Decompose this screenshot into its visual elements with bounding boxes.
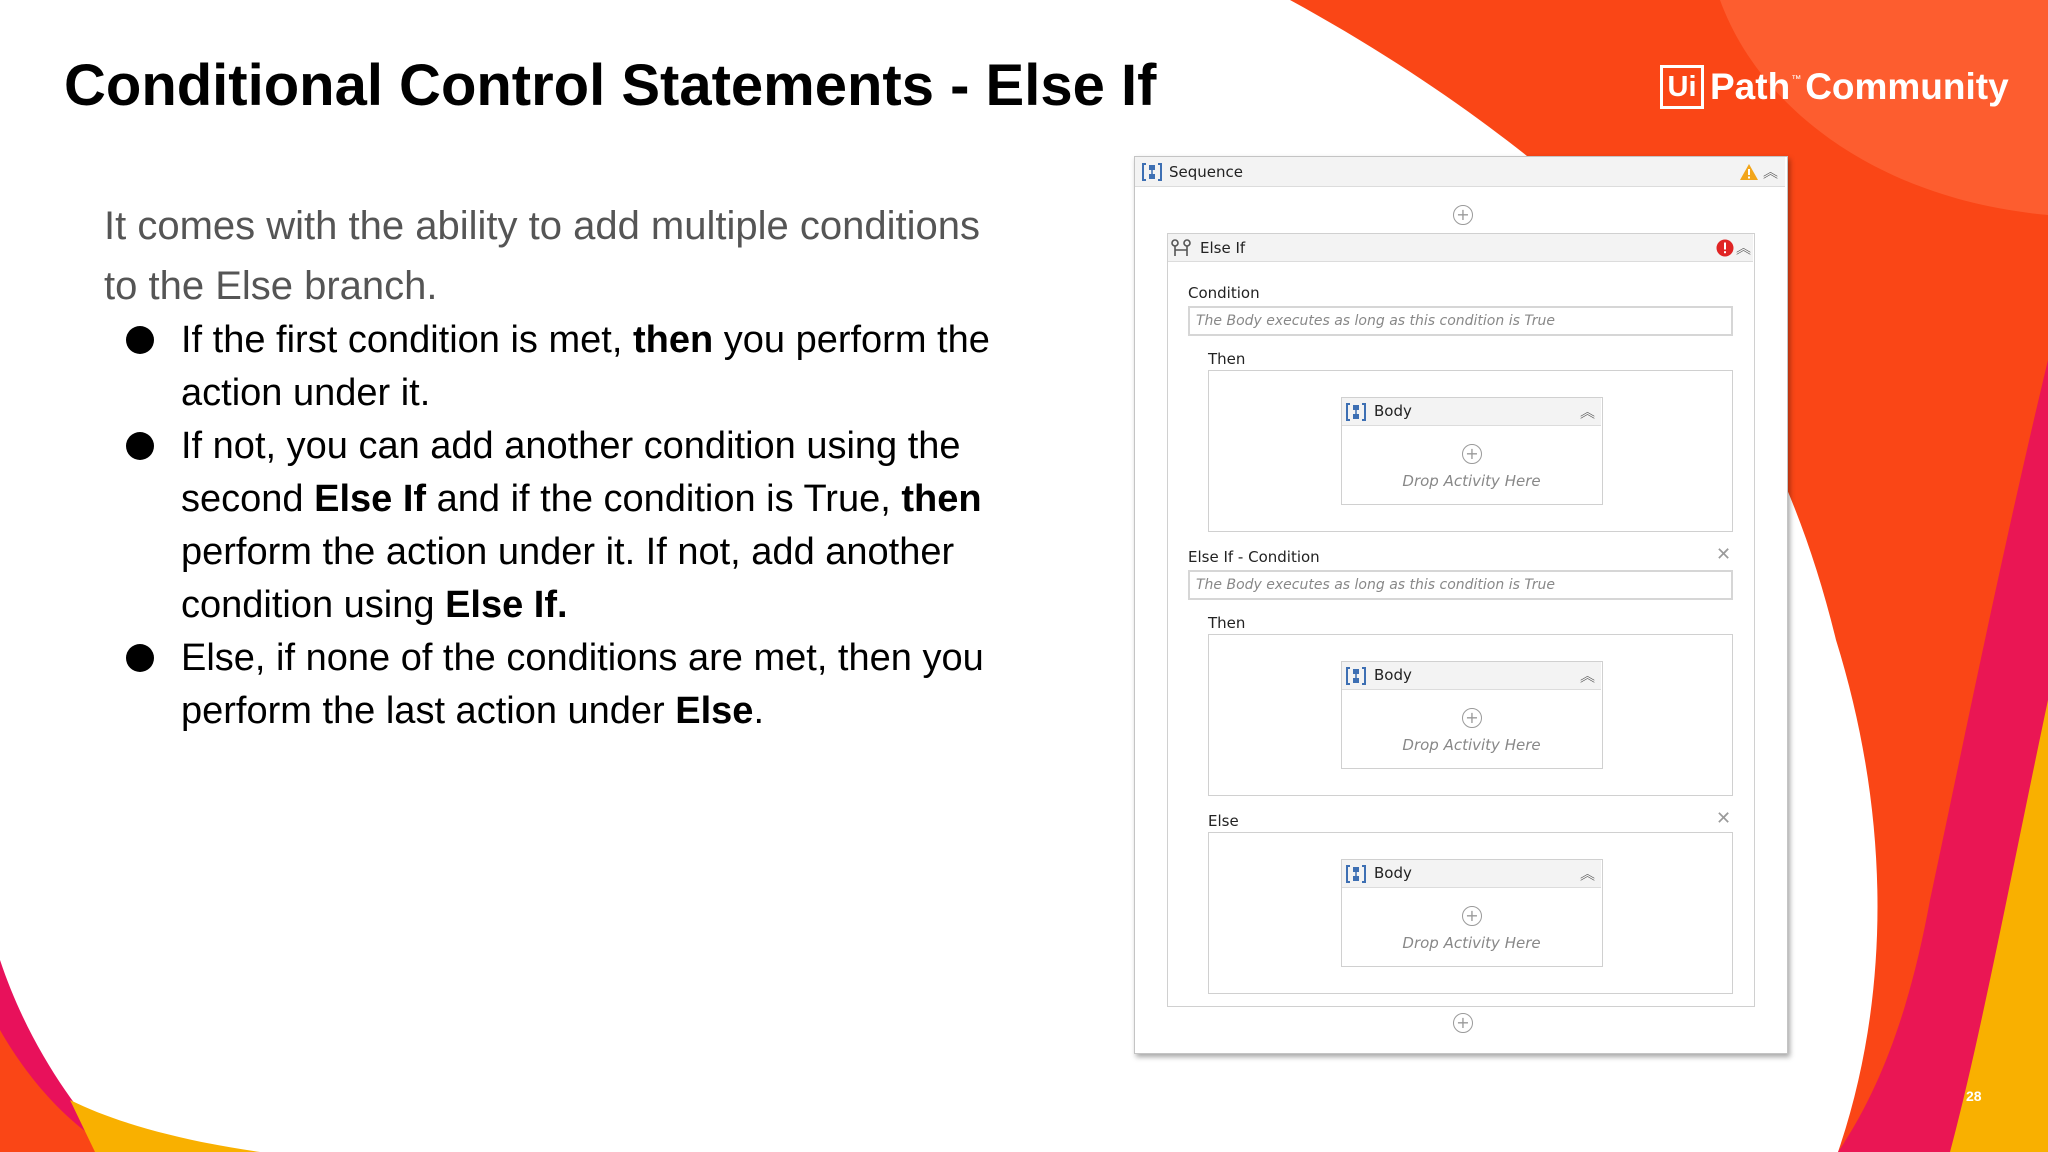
body-title: Body: [1374, 402, 1412, 420]
bullet-list: [126, 314, 1006, 738]
add-activity-icon[interactable]: +: [1462, 708, 1482, 728]
text-run: If not, you can add another condition using the second: [181, 425, 961, 520]
body-activity: [1341, 661, 1603, 769]
collapse-chevron-icon[interactable]: ︽: [1736, 239, 1752, 257]
collapse-chevron-icon[interactable]: ︽: [1580, 667, 1596, 685]
add-activity-icon[interactable]: +: [1453, 1013, 1473, 1033]
body-activity: [1341, 859, 1603, 967]
bold-text: Else If: [314, 478, 427, 520]
then-label: Then: [1208, 350, 1246, 368]
add-activity-icon[interactable]: +: [1462, 444, 1482, 464]
then-container: [1208, 370, 1733, 532]
condition-input[interactable]: The Body executes as long as this condition is True: [1188, 306, 1733, 336]
bullet-text: [181, 637, 984, 732]
text-run: perform the action under it. If not, add another condition using: [181, 531, 955, 626]
sequence-icon: [1346, 864, 1366, 884]
body-activity: [1341, 397, 1603, 505]
bullet-dot: [126, 326, 154, 354]
body-header[interactable]: [1342, 860, 1601, 888]
collapse-chevron-icon[interactable]: ︽: [1763, 163, 1779, 181]
bold-text: then: [632, 319, 714, 361]
bullet-item: [126, 632, 1006, 738]
logo-ui-box: Ui: [1660, 65, 1704, 109]
add-activity-icon[interactable]: +: [1453, 205, 1473, 225]
then-container: [1208, 634, 1733, 796]
collapse-chevron-icon[interactable]: ︽: [1580, 865, 1596, 883]
bullet-item: [126, 420, 1006, 632]
elseif-condition-label: Else If - Condition: [1188, 548, 1320, 566]
logo-community-text: Community: [1805, 66, 2009, 107]
close-icon[interactable]: ✕: [1716, 544, 1732, 565]
body-title: Body: [1374, 666, 1412, 684]
else-label: Else: [1208, 812, 1239, 830]
bullet-dot: [126, 644, 154, 672]
body-title: Body: [1374, 864, 1412, 882]
body-header[interactable]: [1342, 662, 1601, 690]
drop-activity-here[interactable]: Drop Activity Here: [1402, 472, 1541, 490]
condition-label: Condition: [1188, 284, 1260, 302]
body-header[interactable]: [1342, 398, 1601, 426]
uipath-community-logo: [1660, 62, 2009, 112]
text-run: .: [753, 690, 764, 732]
elseif-icon: [1170, 238, 1192, 258]
bullet-text: [181, 319, 990, 414]
logo-path-text: Path: [1710, 66, 1791, 107]
add-activity-icon[interactable]: +: [1462, 906, 1482, 926]
elseif-activity: [1167, 233, 1755, 1007]
text-run: and if the condition is True,: [426, 478, 902, 520]
else-container: [1208, 832, 1733, 994]
bold-text: Else If.: [445, 584, 568, 626]
text-run: If the first condition is met,: [181, 319, 633, 361]
elseif-title: Else If: [1200, 239, 1246, 257]
workflow-designer-panel: [1134, 156, 1788, 1054]
bullet-item: [126, 314, 1006, 420]
sequence-icon: [1346, 666, 1366, 686]
bullet-dot: [126, 432, 154, 460]
text-run: Else, if none of the conditions are met, then you perform the last action under: [181, 637, 984, 732]
drop-activity-here[interactable]: Drop Activity Here: [1402, 736, 1541, 754]
slide-title: Conditional Control Statements - Else If: [64, 53, 1157, 118]
text-run: you perform the action under it.: [181, 319, 990, 414]
yellow-swoosh-bottom-left: [70, 1100, 260, 1152]
elseif-header[interactable]: [1168, 234, 1753, 262]
bold-text: then: [901, 478, 982, 520]
then-label: Then: [1208, 614, 1246, 632]
close-icon[interactable]: ✕: [1716, 808, 1732, 829]
error-icon: [1716, 239, 1734, 257]
drop-activity-here[interactable]: Drop Activity Here: [1402, 934, 1541, 952]
page-number: 28: [1966, 1088, 1982, 1104]
sequence-title: Sequence: [1169, 163, 1243, 181]
logo-trademark: ™: [1791, 73, 1802, 85]
sequence-icon: [1346, 402, 1366, 422]
intro-text: It comes with the ability to add multiple conditions to the Else branch.: [104, 204, 980, 308]
bullet-text: [181, 425, 982, 626]
elseif-condition-input[interactable]: The Body executes as long as this condition is True: [1188, 570, 1733, 600]
bold-text: Else: [675, 690, 754, 732]
warning-icon: [1739, 163, 1759, 181]
sequence-header[interactable]: [1135, 157, 1785, 187]
collapse-chevron-icon[interactable]: ︽: [1580, 403, 1596, 421]
sequence-icon: [1142, 162, 1162, 182]
